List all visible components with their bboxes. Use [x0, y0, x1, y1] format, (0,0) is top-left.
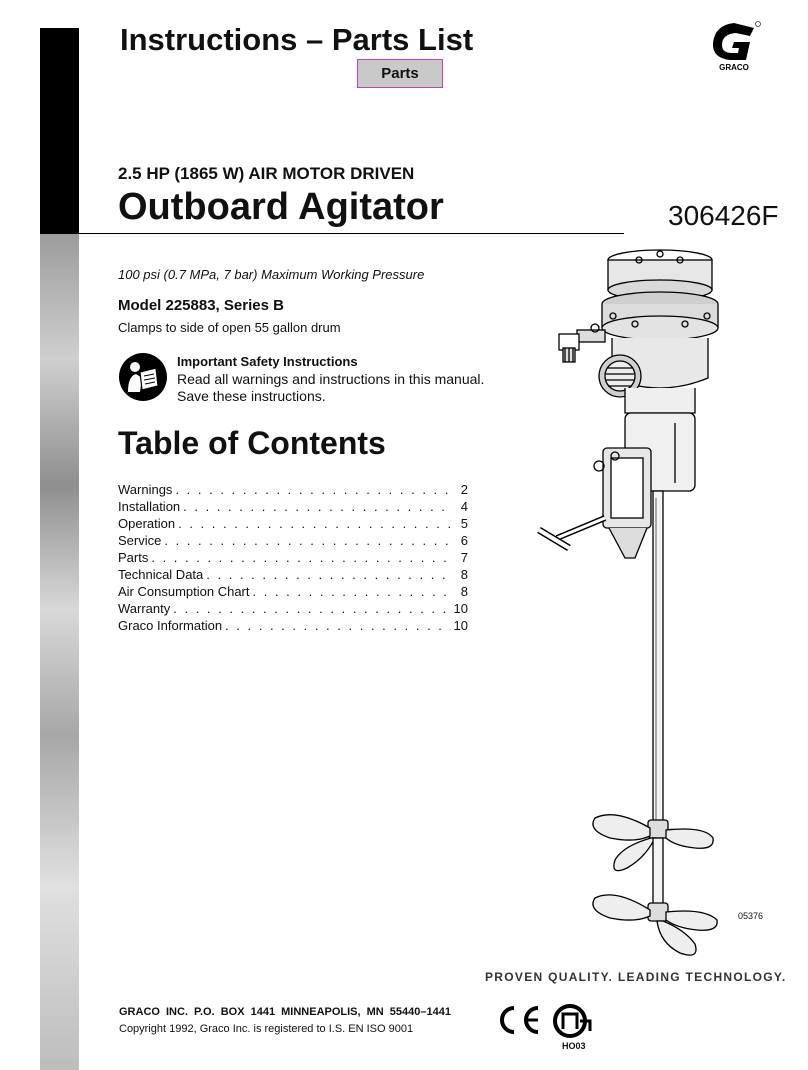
safety-title: Important Safety Instructions: [177, 354, 358, 369]
toc-item-label: Operation: [118, 516, 176, 531]
toc-item-label: Technical Data: [118, 567, 204, 582]
product-description: Clamps to side of open 55 gallon drum: [118, 320, 341, 335]
product-title: Outboard Agitator: [118, 186, 444, 228]
toc-item-page: 10: [453, 618, 468, 633]
toc-item-page: 4: [460, 499, 468, 514]
toc-item[interactable]: [118, 499, 468, 516]
toc-item-label: Air Consumption Chart: [118, 584, 250, 599]
toc-leader-dots: [164, 533, 451, 548]
company-tagline: PROVEN QUALITY. LEADING TECHNOLOGY.: [485, 970, 787, 984]
toc-item-label: Parts: [118, 550, 149, 565]
product-subheading: 2.5 HP (1865 W) AIR MOTOR DRIVEN: [118, 164, 415, 183]
toc-item[interactable]: [118, 550, 468, 567]
toc-item[interactable]: [118, 482, 468, 499]
side-bar-black: [40, 28, 79, 234]
toc-item-label: Graco Information: [118, 618, 223, 633]
figure-number: 05376: [738, 911, 764, 921]
toc-item-page: 8: [460, 584, 468, 599]
toc-item[interactable]: [118, 567, 468, 584]
graco-logo-icon: [706, 20, 762, 72]
side-bar-gray: [40, 234, 79, 1070]
toc-item[interactable]: [118, 618, 468, 635]
safety-line-1: Read all warnings and instructions in this manual.: [177, 371, 485, 387]
parts-link-button[interactable]: Parts: [357, 59, 443, 88]
toc-item-label: Installation: [118, 499, 181, 514]
model-number: Model 225883, Series B: [118, 297, 284, 314]
toc-item[interactable]: [118, 533, 468, 550]
toc-list: [118, 482, 468, 635]
toc-item-label: Warnings: [118, 482, 173, 497]
document-number: 306426F: [668, 200, 779, 231]
toc-item[interactable]: [118, 516, 468, 533]
toc-heading: Table of Contents: [118, 425, 386, 461]
toc-item-page: 5: [460, 516, 468, 531]
toc-leader-dots: [253, 584, 452, 599]
safety-line-2: Save these instructions.: [177, 388, 326, 404]
toc-item-page: 7: [460, 550, 468, 565]
toc-leader-dots: [175, 482, 451, 497]
logo-text: GRACO: [719, 63, 749, 72]
outboard-agitator-illustration: [535, 248, 770, 963]
ce-mark-icon: [494, 1004, 542, 1036]
gost-certification-icon: [552, 1003, 592, 1039]
toc-item-label: Warranty: [118, 601, 171, 616]
max-pressure-text: 100 psi (0.7 MPa, 7 bar) Maximum Working Pressure: [118, 267, 425, 282]
toc-leader-dots: [206, 567, 451, 582]
toc-leader-dots: [183, 499, 451, 514]
toc-leader-dots: [173, 601, 450, 616]
person-reading-manual-icon: [118, 352, 168, 402]
toc-leader-dots: [151, 550, 451, 565]
copyright-notice: Copyright 1992, Graco Inc. is registered to I.S. EN ISO 9001: [119, 1023, 414, 1035]
document-title: Instructions – Parts List: [120, 22, 474, 57]
title-divider: [79, 233, 624, 234]
toc-leader-dots: [225, 618, 450, 633]
toc-leader-dots: [178, 516, 451, 531]
toc-item-page: 8: [460, 567, 468, 582]
toc-item[interactable]: [118, 601, 468, 618]
toc-item-label: Service: [118, 533, 162, 548]
company-address: GRACO INC. P.O. BOX 1441 MINNEAPOLIS, MN 55440–1441: [119, 1006, 451, 1018]
toc-item-page: 10: [453, 601, 468, 616]
certification-code: HO03: [562, 1041, 586, 1051]
toc-item[interactable]: [118, 584, 468, 601]
toc-item-page: 2: [460, 482, 468, 497]
toc-item-page: 6: [460, 533, 468, 548]
